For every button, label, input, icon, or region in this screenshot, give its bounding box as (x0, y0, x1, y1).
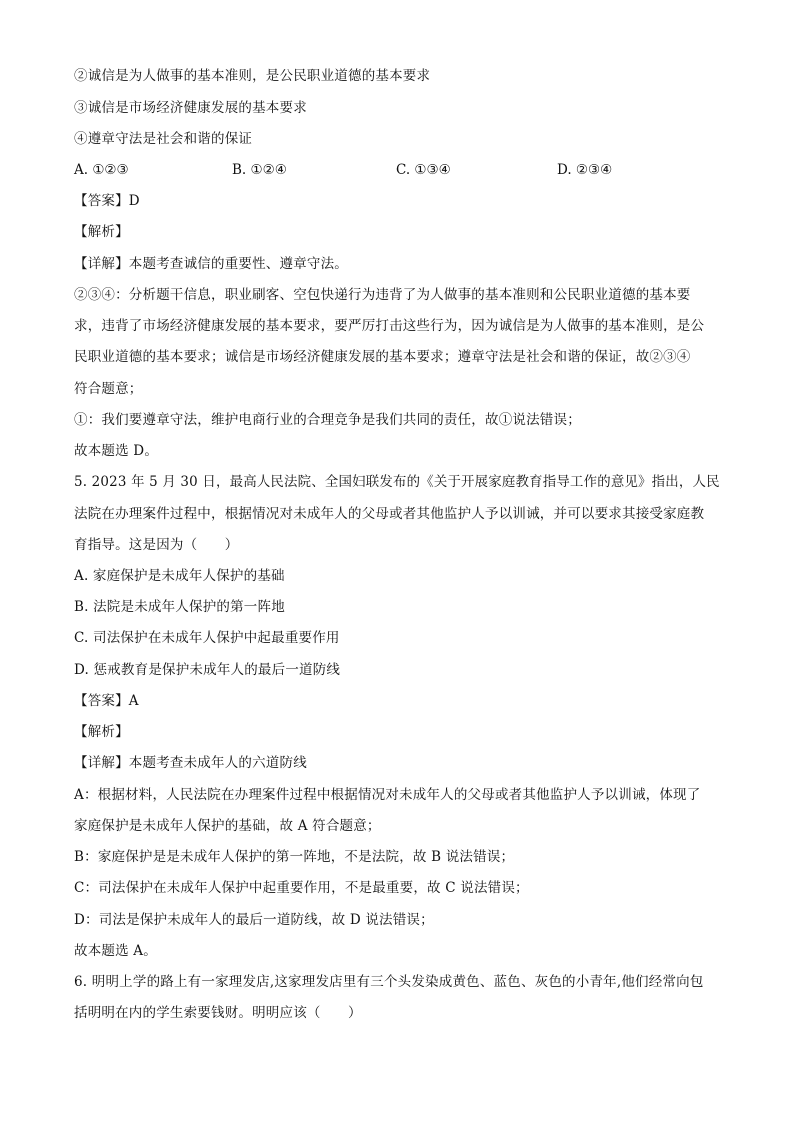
q5-stem-line: 育指导。这是因为（ ） (74, 537, 239, 553)
q5-detail-line: 【详解】本题考查未成年人的六道防线 (74, 755, 307, 771)
q4-option-c: C. ①③④ (396, 162, 451, 178)
q5-detail-line: A：根据材料，人民法院在办理案件过程中根据情况对未成年人的父母或者其他监护人予以训诫，体现了 (74, 787, 701, 803)
q4-detail-line: 符合题意； (74, 381, 143, 397)
q5-detail-line: B：家庭保护是是未成年人保护的第一阵地，不是法院，故 B 说法错误； (74, 849, 515, 865)
q5-stem-line: 5. 2023 年 5 月 30 日，最高人民法院、全国妇联发布的《关于开展家庭教育指导工作的意见》指出，人民 (74, 474, 720, 490)
q4-option-b: B. ①②④ (232, 162, 287, 178)
q5-detail-line: 故本题选 A。 (74, 943, 157, 959)
q4-detail-line: ②③④：分析题干信息，职业刷客、空包快递行为违背了为人做事的基本准则和公民职业道德的基本要 (74, 287, 691, 303)
q5-stem-line: 法院在办理案件过程中，根据情况对未成年人的父母或者其他监护人予以训诫，并可以要求其接受家庭教 (74, 506, 705, 522)
q4-detail-line: 民职业道德的基本要求；诚信是市场经济健康发展的基本要求；遵章守法是社会和谐的保证，故②③④ (74, 349, 691, 365)
q5-detail-line: C：司法保护在未成年人保护中起重要作用，不是最重要，故 C 说法错误； (74, 880, 529, 896)
q4-analysis-label: 【解析】 (74, 224, 129, 240)
q6-stem-line: 括明明在内的学生索要钱财。明明应该（ ） (74, 1005, 362, 1021)
q5-option-d: D. 惩戒教育是保护未成年人的最后一道防线 (74, 662, 341, 678)
q5-option-c: C. 司法保护在未成年人保护中起最重要作用 (74, 630, 340, 646)
q5-option-a: A. 家庭保护是未成年人保护的基础 (74, 568, 285, 584)
q4-detail-line: ①：我们要遵章守法，维护电商行业的合理竞争是我们共同的责任，故①说法错误； (74, 412, 581, 428)
q4-item-3: ③诚信是市场经济健康发展的基本要求 (74, 100, 307, 116)
q5-answer: 【答案】A (74, 693, 139, 709)
q4-detail-line: 【详解】本题考查诚信的重要性、遵章守法。 (74, 256, 348, 272)
q6-stem-line: 6. 明明上学的路上有一家理发店,这家理发店里有三个头发染成黄色、蓝色、灰色的小青年,他们经常向包 (74, 974, 704, 990)
q5-detail-line: 家庭保护是未成年人保护的基础，故 A 符合题意； (74, 818, 381, 834)
q5-detail-line: D：司法是保护未成年人的最后一道防线，故 D 说法错误； (74, 912, 434, 928)
q5-analysis-label: 【解析】 (74, 724, 129, 740)
q4-item-4: ④遵章守法是社会和谐的保证 (74, 131, 253, 147)
q4-detail-line: 求，违背了市场经济健康发展的基本要求，要严厉打击这些行为，因为诚信是为人做事的基本准则，是公 (74, 318, 705, 334)
q4-detail-line: 故本题选 D。 (74, 443, 159, 459)
q5-option-b: B. 法院是未成年人保护的第一阵地 (74, 599, 285, 615)
q4-option-d: D. ②③④ (557, 162, 613, 178)
q4-answer: 【答案】D (74, 193, 140, 209)
q4-item-2: ②诚信是为人做事的基本准则，是公民职业道德的基本要求 (74, 68, 431, 84)
q4-option-a: A. ①②③ (74, 162, 129, 178)
